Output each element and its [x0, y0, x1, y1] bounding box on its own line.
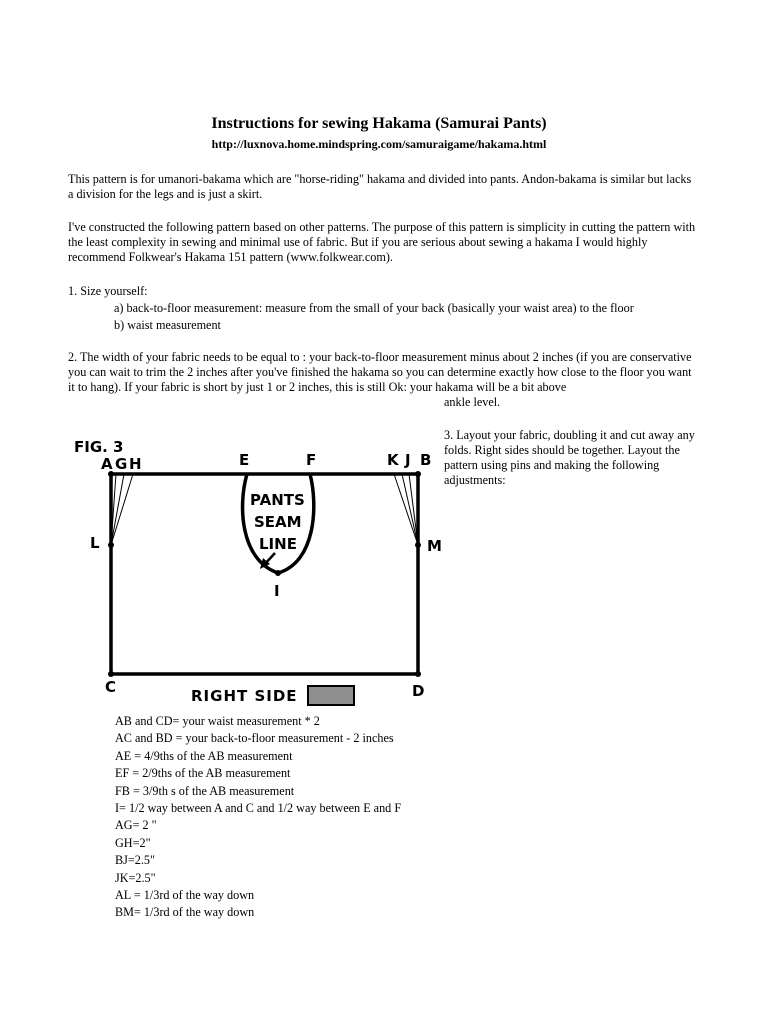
document-title: Instructions for sewing Hakama (Samurai Pants)	[211, 115, 547, 132]
label-m: M	[427, 537, 442, 555]
equation-line: AG= 2 "	[115, 818, 157, 833]
point-i	[275, 570, 281, 576]
label-j: J	[405, 451, 411, 469]
label-h: H	[129, 455, 142, 473]
step-1b: b) waist measurement	[114, 318, 221, 332]
point-l	[108, 542, 114, 548]
point-b	[415, 471, 421, 477]
label-l: L	[90, 534, 100, 552]
equation-line: BJ=2.5"	[115, 853, 155, 868]
label-e: E	[239, 451, 250, 469]
point-c	[108, 671, 114, 677]
step-1a: a) back-to-floor measurement: measure from the small of your back (basically your waist area) to the floor	[114, 301, 634, 315]
step-3-text: 3. Layout your fabric, doubling it and cut away any folds. Right sides should be together. Layout the pattern using pins and making the following adjustments:	[444, 428, 695, 487]
right-side-swatch	[308, 686, 354, 705]
equation-line: FB = 3/9th s of the AB measurement	[115, 783, 295, 798]
label-i: I	[274, 582, 280, 600]
equation-line: JK=2.5"	[115, 870, 156, 885]
source-url: http://luxnova.home.mindspring.com/samuraigame/hakama.html	[211, 137, 547, 151]
measurement-list	[115, 713, 401, 922]
figure-caption: FIG. 3	[74, 438, 124, 456]
label-a: A	[101, 455, 113, 473]
equation-line: BM= 1/3rd of the way down	[115, 905, 255, 920]
equation-line: AC and BD = your back-to-floor measurement - 2 inches	[115, 731, 394, 746]
label-g: G	[115, 455, 128, 473]
equation-line: EF = 2/9ths of the AB measurement	[115, 766, 291, 781]
seam-label-seam: SEAM	[254, 513, 302, 531]
step-2-text: 2. The width of your fabric needs to be equal to : your back-to-floor measurement minus about 2 inches (if you are conservative you can wait to trim the 2 inches after you've finished the hakama so you can determine exactly how close to the floor you want it to hang). If your fabric is short by just 1 or 2 inches, this is still Ok: your hakama will be a bit above	[68, 350, 692, 394]
label-c: C	[105, 678, 117, 696]
point-d	[415, 671, 421, 677]
label-b: B	[420, 451, 432, 469]
right-side-label: RIGHT SIDE	[191, 687, 298, 705]
equation-line: GH=2"	[115, 835, 151, 850]
seam-label-pants: PANTS	[250, 491, 305, 509]
equation-line: I= 1/2 way between A and C and 1/2 way between E and F	[115, 801, 402, 816]
intro-paragraph: This pattern is for umanori-bakama which are "horse-riding" hakama and divided into pants. Andon-bakama is similar but lacks a division for the legs and is just a skirt.	[68, 172, 692, 201]
point-m	[415, 542, 421, 548]
step-1-heading: 1. Size yourself:	[68, 284, 148, 298]
step-2-tail: ankle level.	[444, 395, 501, 409]
label-k: K	[387, 451, 399, 469]
dart-line-bk	[394, 474, 418, 545]
equation-line: AL = 1/3rd of the way down	[115, 888, 255, 903]
seam-label-line: LINE	[259, 535, 297, 553]
equation-line: AE = 4/9ths of the AB measurement	[115, 748, 293, 763]
equation-line: AB and CD= your waist measurement * 2	[115, 714, 320, 728]
label-f: F	[306, 451, 317, 469]
label-d: D	[412, 682, 425, 700]
pattern-paragraph: I've constructed the following pattern based on other patterns. The purpose of this pattern is simplicity in cutting the pattern with the least complexity in sewing and minimal use of fabric. But if you are serious about sewing a hakama I would highly recommend Folkwear's Hakama 151 pattern (www.folkwear.com).	[68, 220, 696, 264]
